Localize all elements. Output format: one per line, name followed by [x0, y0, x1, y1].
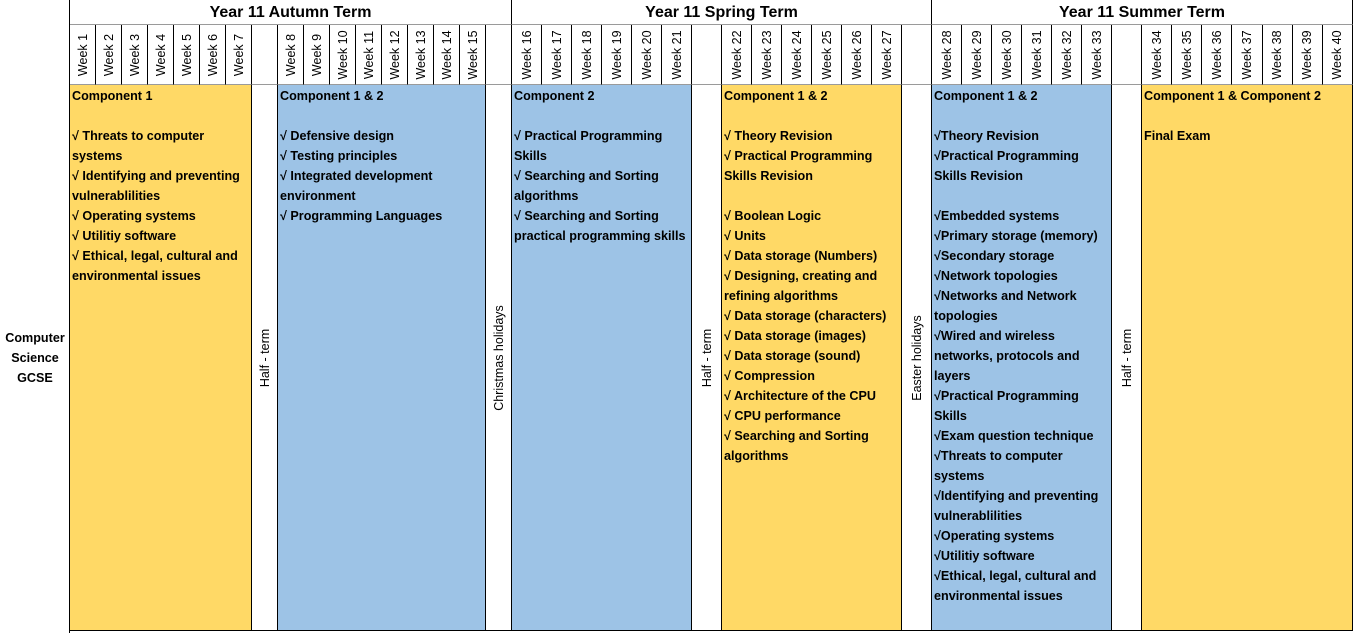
week-label: Week 1 — [75, 33, 90, 76]
break-half-term-spring — [692, 85, 722, 631]
week-label: Week 15 — [465, 29, 480, 80]
week-header-cell — [842, 25, 872, 85]
week-label: Week 6 — [205, 33, 220, 76]
week-header-cell — [200, 25, 226, 85]
term-autumn-title: Year 11 Autumn Term — [70, 0, 512, 25]
block-item: √Threats to computer systems — [934, 449, 1063, 483]
week-header-cell — [632, 25, 662, 85]
block-item: √ Threats to computer systems — [72, 129, 205, 163]
week-label: Week 3 — [127, 33, 142, 76]
week-label: Week 37 — [1239, 29, 1254, 80]
week-label: Week 28 — [939, 29, 954, 80]
block-title: Component 1 & Component 2 — [1144, 89, 1322, 103]
week-label: Week 31 — [1029, 29, 1044, 80]
block-item: √ Searching and Sorting algorithms — [724, 429, 869, 463]
block-spacer — [724, 106, 899, 126]
week-header-cell — [174, 25, 200, 85]
week-label: Week 14 — [439, 29, 454, 80]
week-header-cell — [356, 25, 382, 85]
week-header-cell — [1142, 25, 1172, 85]
week-header-cell — [1082, 25, 1112, 85]
week-header-cell — [512, 25, 542, 85]
week-header-cell — [434, 25, 460, 85]
block-item: √ Operating systems — [72, 209, 196, 223]
week-header-cell — [572, 25, 602, 85]
block-spacer — [514, 106, 689, 126]
break-half-term-autumn — [252, 85, 278, 631]
subject-line-1: Computer — [5, 331, 65, 345]
week-header-cell — [782, 25, 812, 85]
week-label: Week 19 — [609, 29, 624, 80]
week-label: Week 5 — [179, 33, 194, 76]
week-header-cell — [96, 25, 122, 85]
block-item: √ Units — [724, 229, 766, 243]
break-label: Easter holidays — [909, 314, 924, 401]
block-item: √Networks and Network topologies — [934, 289, 1077, 323]
block-spacer — [1144, 106, 1350, 126]
week-label: Week 21 — [669, 29, 684, 80]
week-label: Week 18 — [579, 29, 594, 80]
block-item: √ Searching and Sorting algorithms — [514, 169, 659, 203]
block-item: √Practical Programming Skills — [934, 389, 1079, 423]
block-item: √Practical Programming Skills Revision — [934, 149, 1079, 183]
week-header-cell — [962, 25, 992, 85]
week-label: Week 26 — [849, 29, 864, 80]
block-component-1-2-summer — [932, 85, 1112, 631]
week-label: Week 40 — [1330, 29, 1345, 80]
block-item: √ Integrated development environment — [280, 169, 433, 203]
block-title: Component 1 — [72, 89, 153, 103]
week-label: Week 7 — [231, 33, 246, 76]
week-header-cell — [1052, 25, 1082, 85]
week-header-cell — [722, 25, 752, 85]
week-label: Week 9 — [309, 33, 324, 76]
week-label: Week 39 — [1300, 29, 1315, 80]
week-header-cell — [148, 25, 174, 85]
week-header-cell — [1232, 25, 1262, 85]
week-header-cell — [812, 25, 842, 85]
block-item: √Theory Revision — [934, 129, 1039, 143]
block-spacer — [934, 106, 1109, 126]
week-label: Week 25 — [819, 29, 834, 80]
block-item: √Exam question technique — [934, 429, 1094, 443]
break-label: Christmas holidays — [491, 304, 506, 411]
block-item: √ Data storage (sound) — [724, 349, 861, 363]
block-item: √ Practical Programming Skills Revision — [724, 149, 873, 183]
block-item: √ Data storage (Numbers) — [724, 249, 878, 263]
week-label: Week 29 — [969, 29, 984, 80]
week-header-cell — [226, 25, 252, 85]
week-label: Week 8 — [283, 33, 298, 76]
block-component-2 — [512, 85, 692, 631]
week-header-cell — [932, 25, 962, 85]
week-label: Week 27 — [879, 29, 894, 80]
week-label: Week 11 — [361, 30, 376, 79]
week-header-cell — [1172, 25, 1202, 85]
block-item: √Primary storage (memory) — [934, 229, 1098, 243]
week-header-cell — [992, 25, 1022, 85]
week-header-cell — [408, 25, 434, 85]
block-item: √ Compression — [724, 369, 815, 383]
break-label: Half - term — [257, 328, 272, 387]
block-spacer — [934, 186, 1109, 206]
week-header-cell — [602, 25, 632, 85]
break-header-cell — [902, 25, 932, 85]
week-header-cell — [1022, 25, 1052, 85]
week-label: Week 23 — [759, 29, 774, 80]
block-item: √ Identifying and preventing vulnerablilities — [72, 169, 240, 203]
week-header-cell — [330, 25, 356, 85]
break-header-cell — [252, 25, 278, 85]
block-title: Component 1 & 2 — [280, 89, 384, 103]
week-header-cell — [872, 25, 902, 85]
week-header-cell — [1202, 25, 1232, 85]
break-easter-holidays — [902, 85, 932, 631]
block-item: √ Practical Programming Skills — [514, 129, 663, 163]
term-spring-title: Year 11 Spring Term — [512, 0, 932, 25]
block-component-1 — [70, 85, 252, 631]
block-item: √ Defensive design — [280, 129, 394, 143]
week-header-cell — [1293, 25, 1323, 85]
subject-line-2: Science — [11, 351, 59, 365]
break-header-cell — [692, 25, 722, 85]
week-label: Week 16 — [519, 29, 534, 80]
block-title: Component 1 & 2 — [724, 89, 828, 103]
week-label: Week 10 — [335, 29, 350, 80]
block-title: Component 2 — [514, 89, 595, 103]
subject-label — [0, 328, 70, 388]
week-label: Week 20 — [639, 29, 654, 80]
block-item: √ Designing, creating and refining algorithms — [724, 269, 878, 303]
block-item: √ Data storage (images) — [724, 329, 866, 343]
break-christmas-holidays — [486, 85, 512, 631]
block-item: √ Boolean Logic — [724, 209, 822, 223]
block-item: Final Exam — [1144, 129, 1211, 143]
block-title: Component 1 & 2 — [934, 89, 1038, 103]
week-label: Week 13 — [413, 29, 428, 80]
week-label: Week 38 — [1270, 29, 1285, 80]
week-header-cell — [1263, 25, 1293, 85]
week-label: Week 22 — [729, 29, 744, 80]
block-item: √ CPU performance — [724, 409, 841, 423]
break-header-cell — [1112, 25, 1142, 85]
block-item: √Utilitiy software — [934, 549, 1035, 563]
week-label: Week 12 — [387, 29, 402, 80]
block-item: √ Programming Languages — [280, 209, 443, 223]
subject-column — [0, 0, 70, 633]
break-half-term-summer — [1112, 85, 1142, 631]
week-header-cell — [460, 25, 486, 85]
week-label: Week 34 — [1149, 29, 1164, 80]
break-header-cell — [486, 25, 512, 85]
week-header-cell — [1323, 25, 1353, 85]
week-label: Week 33 — [1089, 29, 1104, 80]
week-label: Week 30 — [999, 29, 1014, 80]
block-item: √ Architecture of the CPU — [724, 389, 876, 403]
block-item: √Identifying and preventing vulnerablilities — [934, 489, 1099, 523]
block-spacer — [724, 186, 899, 206]
week-label: Week 32 — [1059, 29, 1074, 80]
block-final-exam — [1142, 85, 1353, 631]
week-header-cell — [542, 25, 572, 85]
week-header-cell — [278, 25, 304, 85]
week-label: Week 24 — [789, 29, 804, 80]
week-header-cell — [662, 25, 692, 85]
block-item: √ Testing principles — [280, 149, 398, 163]
block-item: √Embedded systems — [934, 209, 1060, 223]
block-item: √ Searching and Sorting practical programming skills — [514, 209, 686, 243]
break-label: Half - term — [1119, 328, 1134, 387]
week-label: Week 4 — [153, 33, 168, 76]
week-header-cell — [752, 25, 782, 85]
block-item: √Wired and wireless networks, protocols and layers — [934, 329, 1080, 383]
week-label: Week 35 — [1179, 29, 1194, 80]
block-item: √ Ethical, legal, cultural and environmental issues — [72, 249, 238, 283]
block-item: √Secondary storage — [934, 249, 1055, 263]
block-component-1-2-spring — [722, 85, 902, 631]
block-item: √ Utilitiy software — [72, 229, 177, 243]
block-item: √Operating systems — [934, 529, 1055, 543]
block-item: √Network topologies — [934, 269, 1058, 283]
term-summer-title: Year 11 Summer Term — [932, 0, 1353, 25]
week-header-cell — [304, 25, 330, 85]
subject-line-3: GCSE — [17, 371, 53, 385]
block-item: √ Data storage (characters) — [724, 309, 887, 323]
week-label: Week 36 — [1209, 29, 1224, 80]
week-header-cell — [382, 25, 408, 85]
week-label: Week 2 — [101, 33, 116, 76]
week-header-cell — [122, 25, 148, 85]
block-item: √ Theory Revision — [724, 129, 833, 143]
block-spacer — [72, 106, 249, 126]
block-component-1-2-autumn — [278, 85, 486, 631]
week-label: Week 17 — [549, 29, 564, 80]
week-header-cell — [70, 25, 96, 85]
block-spacer — [280, 106, 483, 126]
block-item: √Ethical, legal, cultural and environmental issues — [934, 569, 1097, 603]
break-label: Half - term — [699, 328, 714, 387]
